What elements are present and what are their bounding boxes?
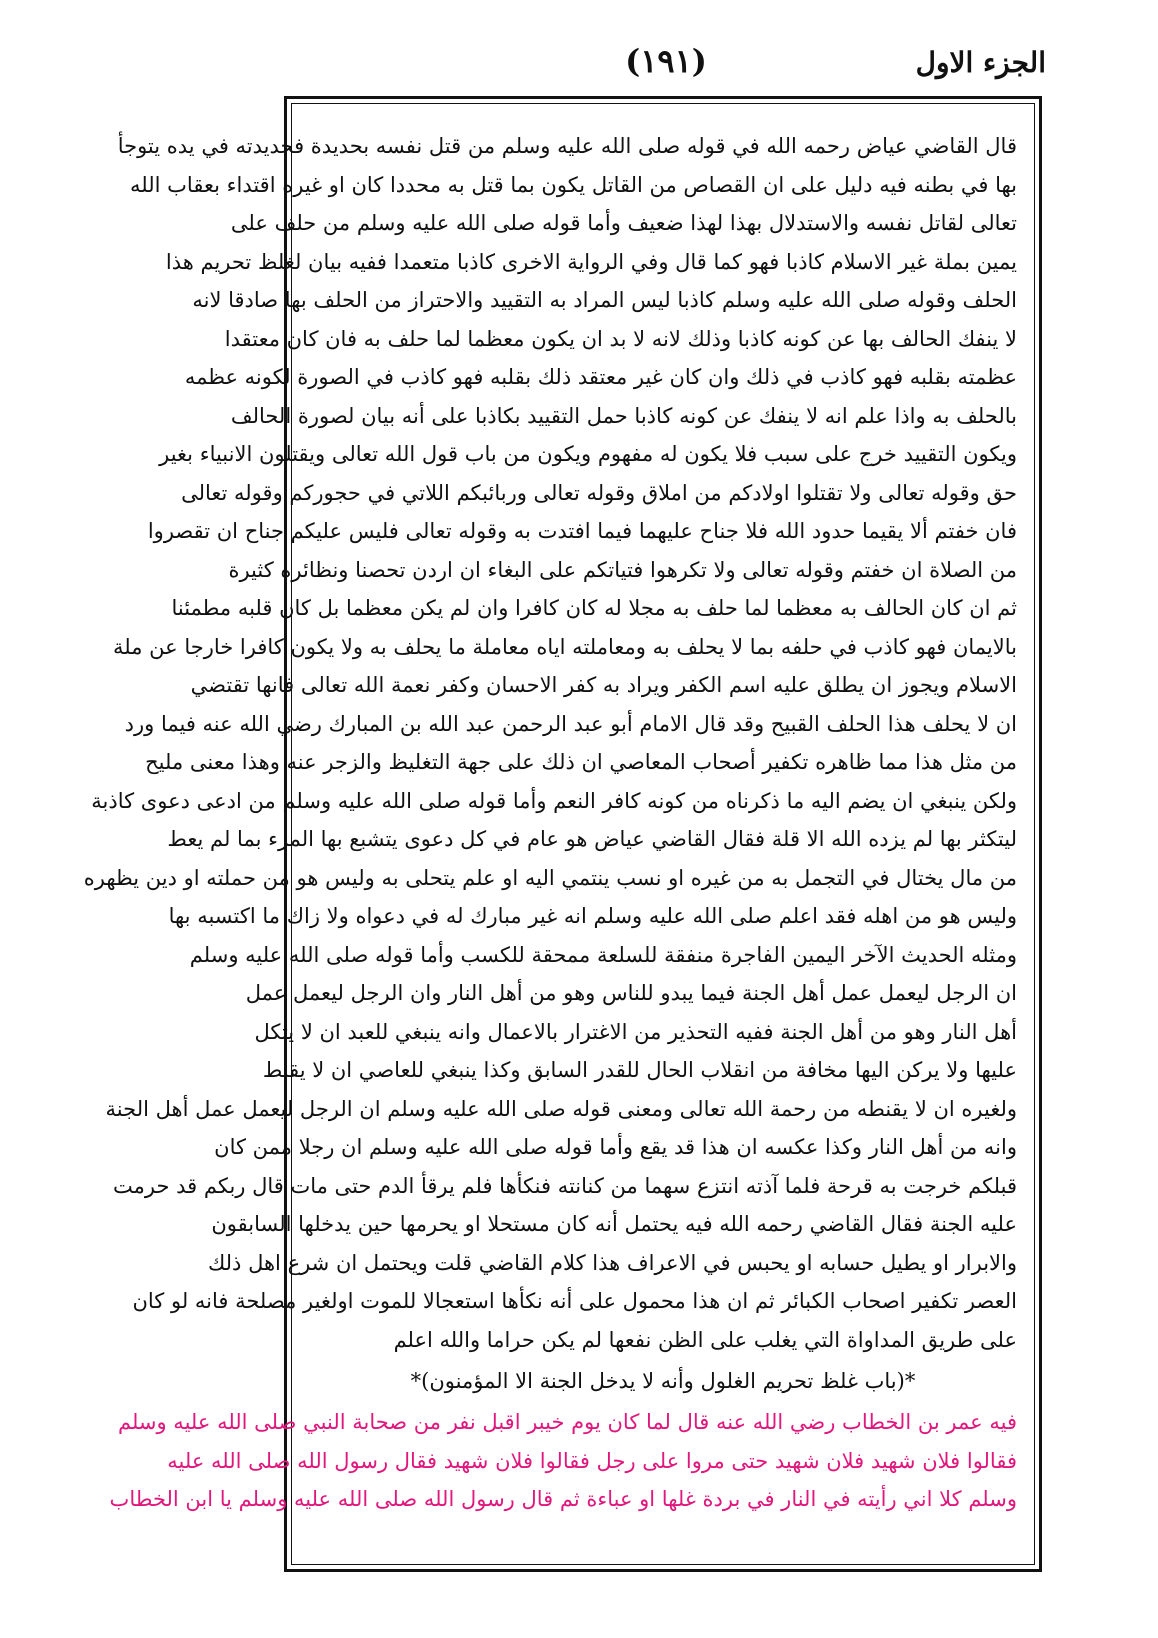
text-line: الاسلام ويجوز ان يطلق عليه اسم الكفر ويراد به كفر الاحسان وكفر نعمة الله تعالى فانها تقتضي xyxy=(190,673,1017,697)
text-line: العصر تكفير اصحاب الكبائر ثم ان هذا محمول على أنه نكأها استعجالا للموت اولغير مصلحة فانه لو كان xyxy=(132,1289,1017,1313)
volume-label: الجزء الاول xyxy=(915,46,1046,79)
text-line: ليتكثر بها لم يزده الله الا قلة فقال القاضي عياض هو عام في كل دعوى يتشبع بها المرء بما لم يعط xyxy=(167,827,1017,851)
text-line: بالحلف به واذا علم انه لا ينفك عن كونه كاذبا حمل التقييد بكاذبا على أنه بيان لصورة الحالف xyxy=(230,403,1017,428)
body-text xyxy=(83,127,1017,1519)
text-line: من مال يختال في التجمل به من غيره او نسب ينتمي اليه او علم يتحلى به وليس هو من حملته او دين يظهره xyxy=(83,865,1017,890)
text-line: ومثله الحديث الآخر اليمين الفاجرة منفقة للسلعة ممحقة للكسب وأما قوله صلى الله عليه وسلم xyxy=(189,942,1017,967)
text-line: ولكن ينبغي ان يضم اليه ما ذكرناه من كونه كافر النعم وأما قوله صلى الله عليه وسلم من ادعى دعوى كاذبة xyxy=(91,788,1017,813)
text-line: يمين بملة غير الاسلام كاذبا فهو كما قال وفي الرواية الاخرى كاذبا متعمدا ففيه بيان لغلظ تحريم هذا xyxy=(165,249,1017,274)
page-number: (١٩١) xyxy=(625,42,707,80)
text-line: ان الرجل ليعمل عمل أهل الجنة فيما يبدو للناس وهو من أهل النار وان الرجل ليعمل عمل xyxy=(245,981,1017,1005)
text-line: وليس هو من اهله فقد اعلم صلى الله عليه وسلم انه غير مبارك له في دعواه ولا زاك ما اكتسبه بها xyxy=(168,904,1017,928)
running-header xyxy=(286,42,1046,102)
text-line: أهل النار وهو من أهل الجنة ففيه التحذير من الاغترار بالاعمال وانه ينبغي للعبد ان لا يتكل xyxy=(254,1019,1017,1044)
text-line: قبلكم خرجت به قرحة فلما آذته انتزع سهما من كنانته فنكأها فلم يرقأ الدم حتى مات قال ربكم قد حرمت xyxy=(113,1173,1017,1198)
text-line: عليها ولا يركن اليها مخافة من انقلاب الحال للقدر السابق وكذا ينبغي للعاصي ان لا يقنط xyxy=(262,1058,1017,1082)
text-line: بها في بطنه فيه دليل على ان القصاص من القاتل يكون بما قتل به محددا كان او غيره اقتداء بعقاب الله xyxy=(130,172,1017,197)
text-line: ولغيره ان لا يقنطه من رحمة الله تعالى ومعنى قوله صلى الله عليه وسلم ان الرجل ليعمل عمل أهل الجنة xyxy=(105,1096,1017,1121)
hadith-line: فقالوا فلان شهيد فلان شهيد حتى مروا على رجل فقالوا فلان شهيد فقال رسول الله صلى الله عليه xyxy=(167,1448,1017,1473)
text-line: بالايمان فهو كاذب في حلفه بما لا يحلف به ومعاملته اياه معاملة ما يحلف به ولا يكون كافرا خارجا عن ملة xyxy=(113,634,1017,659)
text-line: عظمته بقلبه فهو كاذب في ذلك وان كان غير معتقد ذلك بقلبه فهو كاذب في الصورة لكونه عظمه xyxy=(184,365,1017,389)
text-frame xyxy=(83,96,1042,1572)
text-line: فان خفتم ألا يقيما حدود الله فلا جناح عليهما فيما افتدت به وقوله تعالى فليس عليكم جناح ان تقصروا xyxy=(147,519,1017,543)
hadith-line: وسلم كلا اني رأيته في النار في بردة غلها او عباءة ثم قال رسول الله صلى الله عليه وسلم يا ابن الخطاب xyxy=(109,1487,1017,1511)
text-line: لا ينفك الحالف بها عن كونه كاذبا وذلك لانه لا بد ان يكون معظما لما حلف به فان كان معتقدا xyxy=(224,326,1017,351)
text-line: قال القاضي عياض رحمه الله في قوله صلى الله عليه وسلم من قتل نفسه بحديدة فحديدته في يده يتوجأ xyxy=(117,134,1017,158)
text-line: من مثل هذا مما ظاهره تكفير أصحاب المعاصي ان ذلك على جهة التغليظ والزجر عنه وهذا معنى مليح xyxy=(145,750,1017,774)
text-line: الحلف وقوله صلى الله عليه وسلم كاذبا ليس المراد به التقييد والاحتراز من الحلف بها صادقا لانه xyxy=(192,288,1017,312)
text-line: ويكون التقييد خرج على سبب فلا يكون له مفهوم ويكون من باب قول الله تعالى ويقتلون الانبياء بغير xyxy=(159,442,1017,466)
text-line: والابرار او يطيل حسابه او يحبس في الاعراف هذا كلام القاضي قلت ويحتمل ان شرع اهل ذلك xyxy=(207,1250,1017,1275)
hadith-line: فيه عمر بن الخطاب رضي الله عنه قال لما كان يوم خيبر اقبل نفر من صحابة النبي صلى الله عليه وسلم xyxy=(117,1410,1017,1434)
text-line: حق وقوله تعالى ولا تقتلوا اولادكم من املاق وقوله تعالى وربائبكم اللاتي في حجوركم وقوله تعالى xyxy=(181,480,1017,505)
text-line: من الصلاة ان خفتم وقوله تعالى ولا تكرهوا فتياتكم على البغاء ان اردن تحصنا ونظائره كثيرة xyxy=(228,557,1017,582)
text-line: ان لا يحلف هذا الحلف القبيح وقد قال الامام أبو عبد الرحمن عبد الله بن المبارك رضي الله عنه فيما ورد xyxy=(124,711,1017,736)
text-line: ثم ان كان الحالف به معظما لما حلف به مجلا له كان كافرا وان لم يكن معظما بل كان قلبه مطمئنا xyxy=(171,596,1017,620)
chapter-heading: *(باب غلظ تحريم الغلول وأنه لا يدخل الجنة الا المؤمنون)* xyxy=(410,1369,916,1393)
text-line-last: على طريق المداواة التي يغلب على الظن نفعها لم يكن حراما والله اعلم xyxy=(393,1327,1017,1352)
text-line: تعالى لقاتل نفسه والاستدلال بهذا لهذا ضعيف وأما قوله صلى الله عليه وسلم من حلف على xyxy=(230,211,1017,235)
text-line: عليه الجنة فقال القاضي رحمه الله فيه يحتمل أنه كان مستحلا او يحرمها حين يدخلها السابقون xyxy=(211,1212,1017,1236)
text-line: وانه من أهل النار وكذا عكسه ان هذا قد يقع وأما قوله صلى الله عليه وسلم ان رجلا ممن كان xyxy=(214,1135,1017,1159)
